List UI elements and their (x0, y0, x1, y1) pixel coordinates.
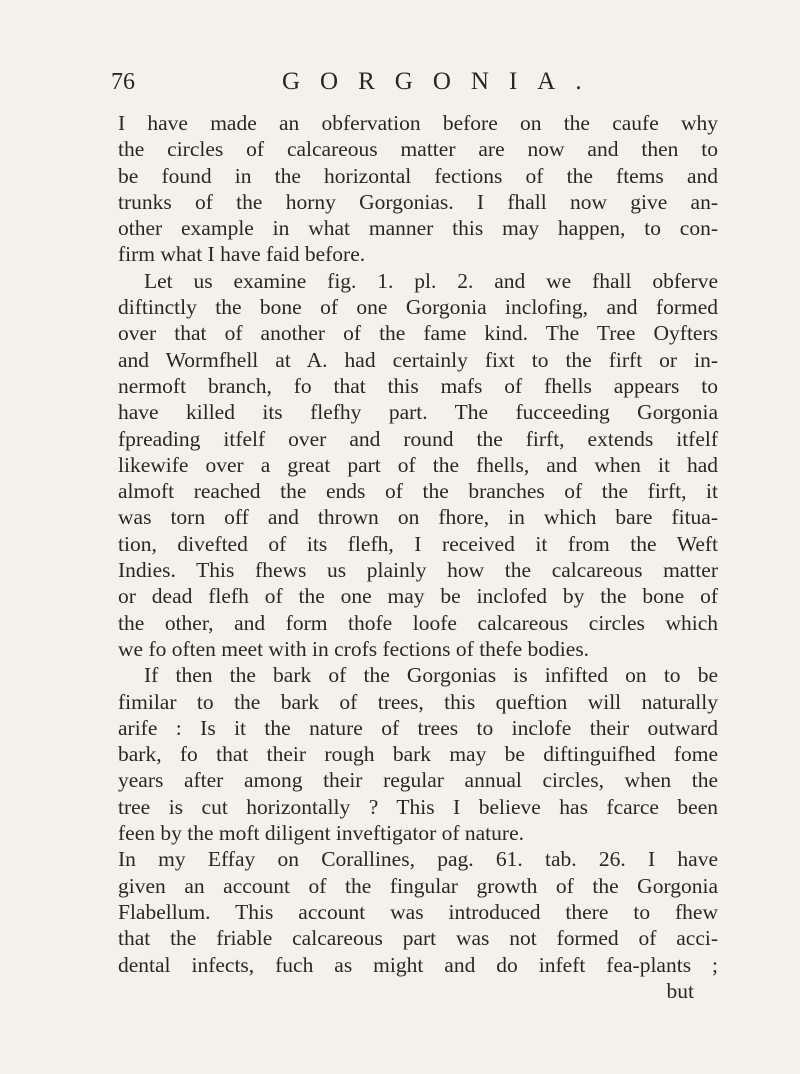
page-header (0, 62, 800, 102)
text-line: If then the bark of the Gorgonias is infifted on to be (144, 663, 718, 688)
text-line: the other, and form thofe loofe calcareous circles which (118, 610, 718, 635)
text-line: tion, divefted of its flefh, I received it from the Weft (118, 531, 718, 556)
text-line: In my Effay on Corallines, pag. 61. tab. 26. I have (118, 847, 718, 872)
text-line: nermoft branch, fo that this mafs of fhells appears to (118, 373, 718, 398)
page-number: 76 (111, 69, 135, 95)
text-line: Indies. This fhews us plainly how the calcareous matter (118, 558, 718, 583)
text-line: likewife over a great part of the fhells, and when it had (118, 452, 718, 477)
text-line: have killed its flefhy part. The fucceeding Gorgonia (118, 400, 718, 425)
text-line: dental infects, fuch as might and do infeft fea-plants ; (118, 952, 718, 977)
text-line: and Wormfhell at A. had certainly fixt to the firft or in- (118, 347, 718, 372)
text-line: bark, fo that their rough bark may be diftinguifhed fome (118, 742, 718, 767)
text-line: firm what I have faid before. (118, 242, 366, 267)
text-line: given an account of the fingular growth of the Gorgonia (118, 873, 718, 898)
text-line: that the friable calcareous part was not formed of acci- (118, 926, 718, 951)
text-line: tree is cut horizontally ? This I believe has fcarce been (118, 794, 718, 819)
text-line: or dead flefh of the one may be inclofed by the bone of (118, 584, 718, 609)
running-title: GORGONIA. (282, 68, 602, 95)
text-line: Flabellum. This account was introduced there to fhew (118, 899, 718, 924)
text-line: fpreading itfelf over and round the firft, extends itfelf (118, 426, 718, 451)
text-line: be found in the horizontal fections of the ftems and (118, 163, 718, 188)
text-line: we fo often meet with in crofs fections of thefe bodies. (118, 636, 590, 661)
text-line: years after among their regular annual circles, when the (118, 768, 718, 793)
text-line: I have made an obfervation before on the caufe why (118, 111, 718, 135)
text-line: arife : Is it the nature of trees to inclofe their outward (118, 715, 718, 740)
catchword: but (666, 978, 694, 1003)
text-line: diftinctly the bone of one Gorgonia inclofing, and formed (118, 295, 718, 320)
text-line: fimilar to the bark of trees, this queftion will naturally (118, 689, 718, 714)
text-line: was torn off and thrown on fhore, in which bare fitua- (118, 505, 718, 530)
text-line: the circles of calcareous matter are now and then to (118, 137, 718, 162)
text-line: trunks of the horny Gorgonias. I fhall now give an- (118, 189, 718, 214)
text-line: feen by the moft diligent inveftigator of nature. (118, 821, 524, 846)
text-line: almoft reached the ends of the branches of the firft, it (118, 479, 718, 504)
text-line: over that of another of the fame kind. The Tree Oyfters (118, 321, 718, 346)
text-line: other example in what manner this may happen, to con- (118, 216, 718, 241)
text-line: Let us examine fig. 1. pl. 2. and we fhall obferve (144, 268, 718, 293)
body-text (118, 110, 718, 1004)
